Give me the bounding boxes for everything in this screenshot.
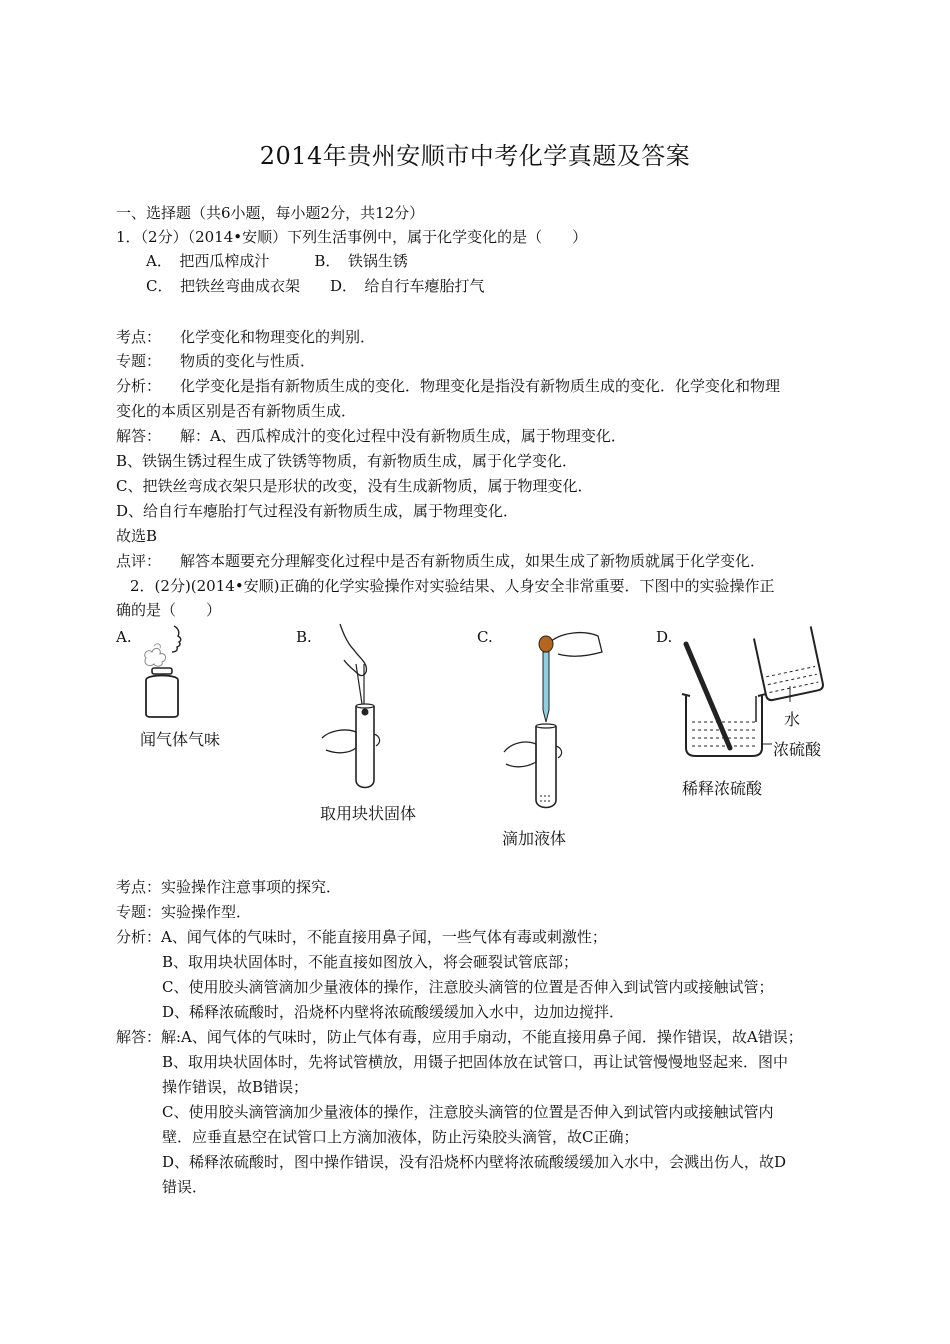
q1-fenxi-label: 分析： [116, 377, 162, 395]
figure-c-dropper [498, 622, 608, 817]
q1-kaodian-label: 考点： [116, 328, 162, 346]
q2-jieda-a: 解答：解:A、闻气体的气味时，防止气体有毒，应用手扇动，不能直接用鼻子闻．操作错误，故A错误； [116, 1028, 803, 1046]
q1-kaodian-text: 化学变化和物理变化的判别． [180, 328, 376, 346]
figure-b-caption: 取用块状固体 [320, 804, 417, 823]
figure-d-letter: D. [656, 628, 673, 646]
q2-jieda-d-2: 错误． [162, 1178, 208, 1196]
page-title: 2014年贵州安顺市中考化学真题及答案 [259, 142, 691, 170]
q1-fenxi-text-1: 化学变化是指有新物质生成的变化．物理变化是指没有新物质生成的变化．化学变化和物理 [180, 377, 781, 395]
q1-jieda-text-3: C、把铁丝弯成衣架只是形状的改变，没有生成新物质，属于物理变化． [116, 477, 593, 495]
q2-fenxi-c: C、使用胶头滴管滴加少量液体的操作，注意胶头滴管的位置是否伸入到试管内或接触试管； [162, 978, 774, 996]
q1-dianping [116, 551, 765, 571]
gas-bottle-face-illustration [134, 624, 214, 724]
q2-fenxi-d: D、稀释浓硫酸时，沿烧杯内壁将浓硫酸缓缓加入水中，边加边搅拌． [162, 1003, 625, 1021]
q1-jieda [116, 426, 626, 446]
q1-options-ab: A． 把西瓜榨成汁 B． 铁锅生锈 [146, 252, 408, 270]
q2-stem-2: 确的是（ ） [116, 601, 222, 619]
q1-kaodian [116, 327, 375, 347]
figure-a-letter: A. [116, 628, 132, 646]
figure-d-caption: 稀释浓硫酸 [682, 779, 763, 798]
q2-jieda-d-1: D、稀释浓硫酸时，图中操作错误，没有沿烧杯内壁将浓硫酸缓缓加入水中，会溅出伤人，故D [162, 1153, 787, 1171]
figure-a-smell-gas [134, 624, 214, 724]
q1-stem: 1．（2分）（2014•安顺）下列生活事例中，属于化学变化的是（ ） [116, 228, 588, 246]
figure-d-water-label: 水 [784, 710, 801, 729]
q1-fenxi [116, 376, 780, 396]
q2-fenxi-a: 分析：A、闻气体的气味时，不能直接用鼻子闻，一些气体有毒或刺激性； [116, 928, 607, 946]
figure-c-caption: 滴加液体 [502, 829, 567, 848]
q1-fenxi-text-2: 变化的本质区别是否有新物质生成． [116, 402, 357, 420]
q1-jieda-label: 解答： [116, 427, 162, 445]
figure-b-letter: B. [296, 628, 312, 646]
q1-answer: 故选B [116, 527, 158, 545]
figure-d-acid-label: 浓硫酸 [773, 740, 822, 759]
figure-c-letter: C. [477, 628, 493, 646]
q2-kaodian: 考点：实验操作注意事项的探究． [116, 878, 342, 896]
q1-options-cd: C． 把铁丝弯曲成衣架 D． 给自行车瘪胎打气 [146, 277, 485, 295]
q1-dianping-text: 解答本题要充分理解变化过程中是否有新物质生成，如果生成了新物质就属于化学变化． [180, 552, 766, 570]
q2-jieda-c-1: C、使用胶头滴管滴加少量液体的操作，注意胶头滴管的位置是否伸入到试管内或接触试管内 [162, 1103, 774, 1121]
q1-zhuanti [116, 351, 315, 371]
q2-jieda-b-2: 操作错误，故B错误； [162, 1078, 309, 1096]
dropper-test-tube-illustration [498, 622, 608, 817]
test-tube-hand-illustration [318, 620, 418, 795]
q2-stem-1: 2．(2分)(2014•安顺)正确的化学实验操作对实验结果、人身安全非常重要．下图中的实验操作正 [130, 577, 775, 595]
q1-dianping-label: 点评： [116, 552, 162, 570]
q2-jieda-b-1: B、取用块状固体时，先将试管横放，用镊子把固体放在试管口，再让试管慢慢地竖起来．图中 [162, 1053, 789, 1071]
q1-jieda-text-1: 解：A、西瓜榨成汁的变化过程中没有新物质生成，属于物理变化． [180, 427, 626, 445]
q1-jieda-text-2: B、铁锅生锈过程生成了铁锈等物质，有新物质生成，属于化学变化． [116, 452, 578, 470]
section-heading: 一、选择题（共6小题，每小题2分，共12分） [116, 204, 425, 222]
figure-b-solid-in-tube [318, 620, 418, 795]
q1-zhuanti-text: 物质的变化与性质． [180, 352, 316, 370]
q2-fenxi-b: B、取用块状固体时，不能直接如图放入，将会砸裂试管底部； [162, 953, 579, 971]
q2-zhuanti: 专题：实验操作型． [116, 903, 252, 921]
q2-jieda-c-2: 壁．应垂直悬空在试管口上方滴加液体，防止污染胶头滴管，故C正确； [162, 1128, 639, 1146]
q1-jieda-text-4: D、给自行车瘪胎打气过程没有新物质生成，属于物理变化． [116, 502, 519, 520]
figure-a-caption: 闻气体气味 [140, 730, 221, 749]
q1-zhuanti-label: 专题： [116, 352, 162, 370]
